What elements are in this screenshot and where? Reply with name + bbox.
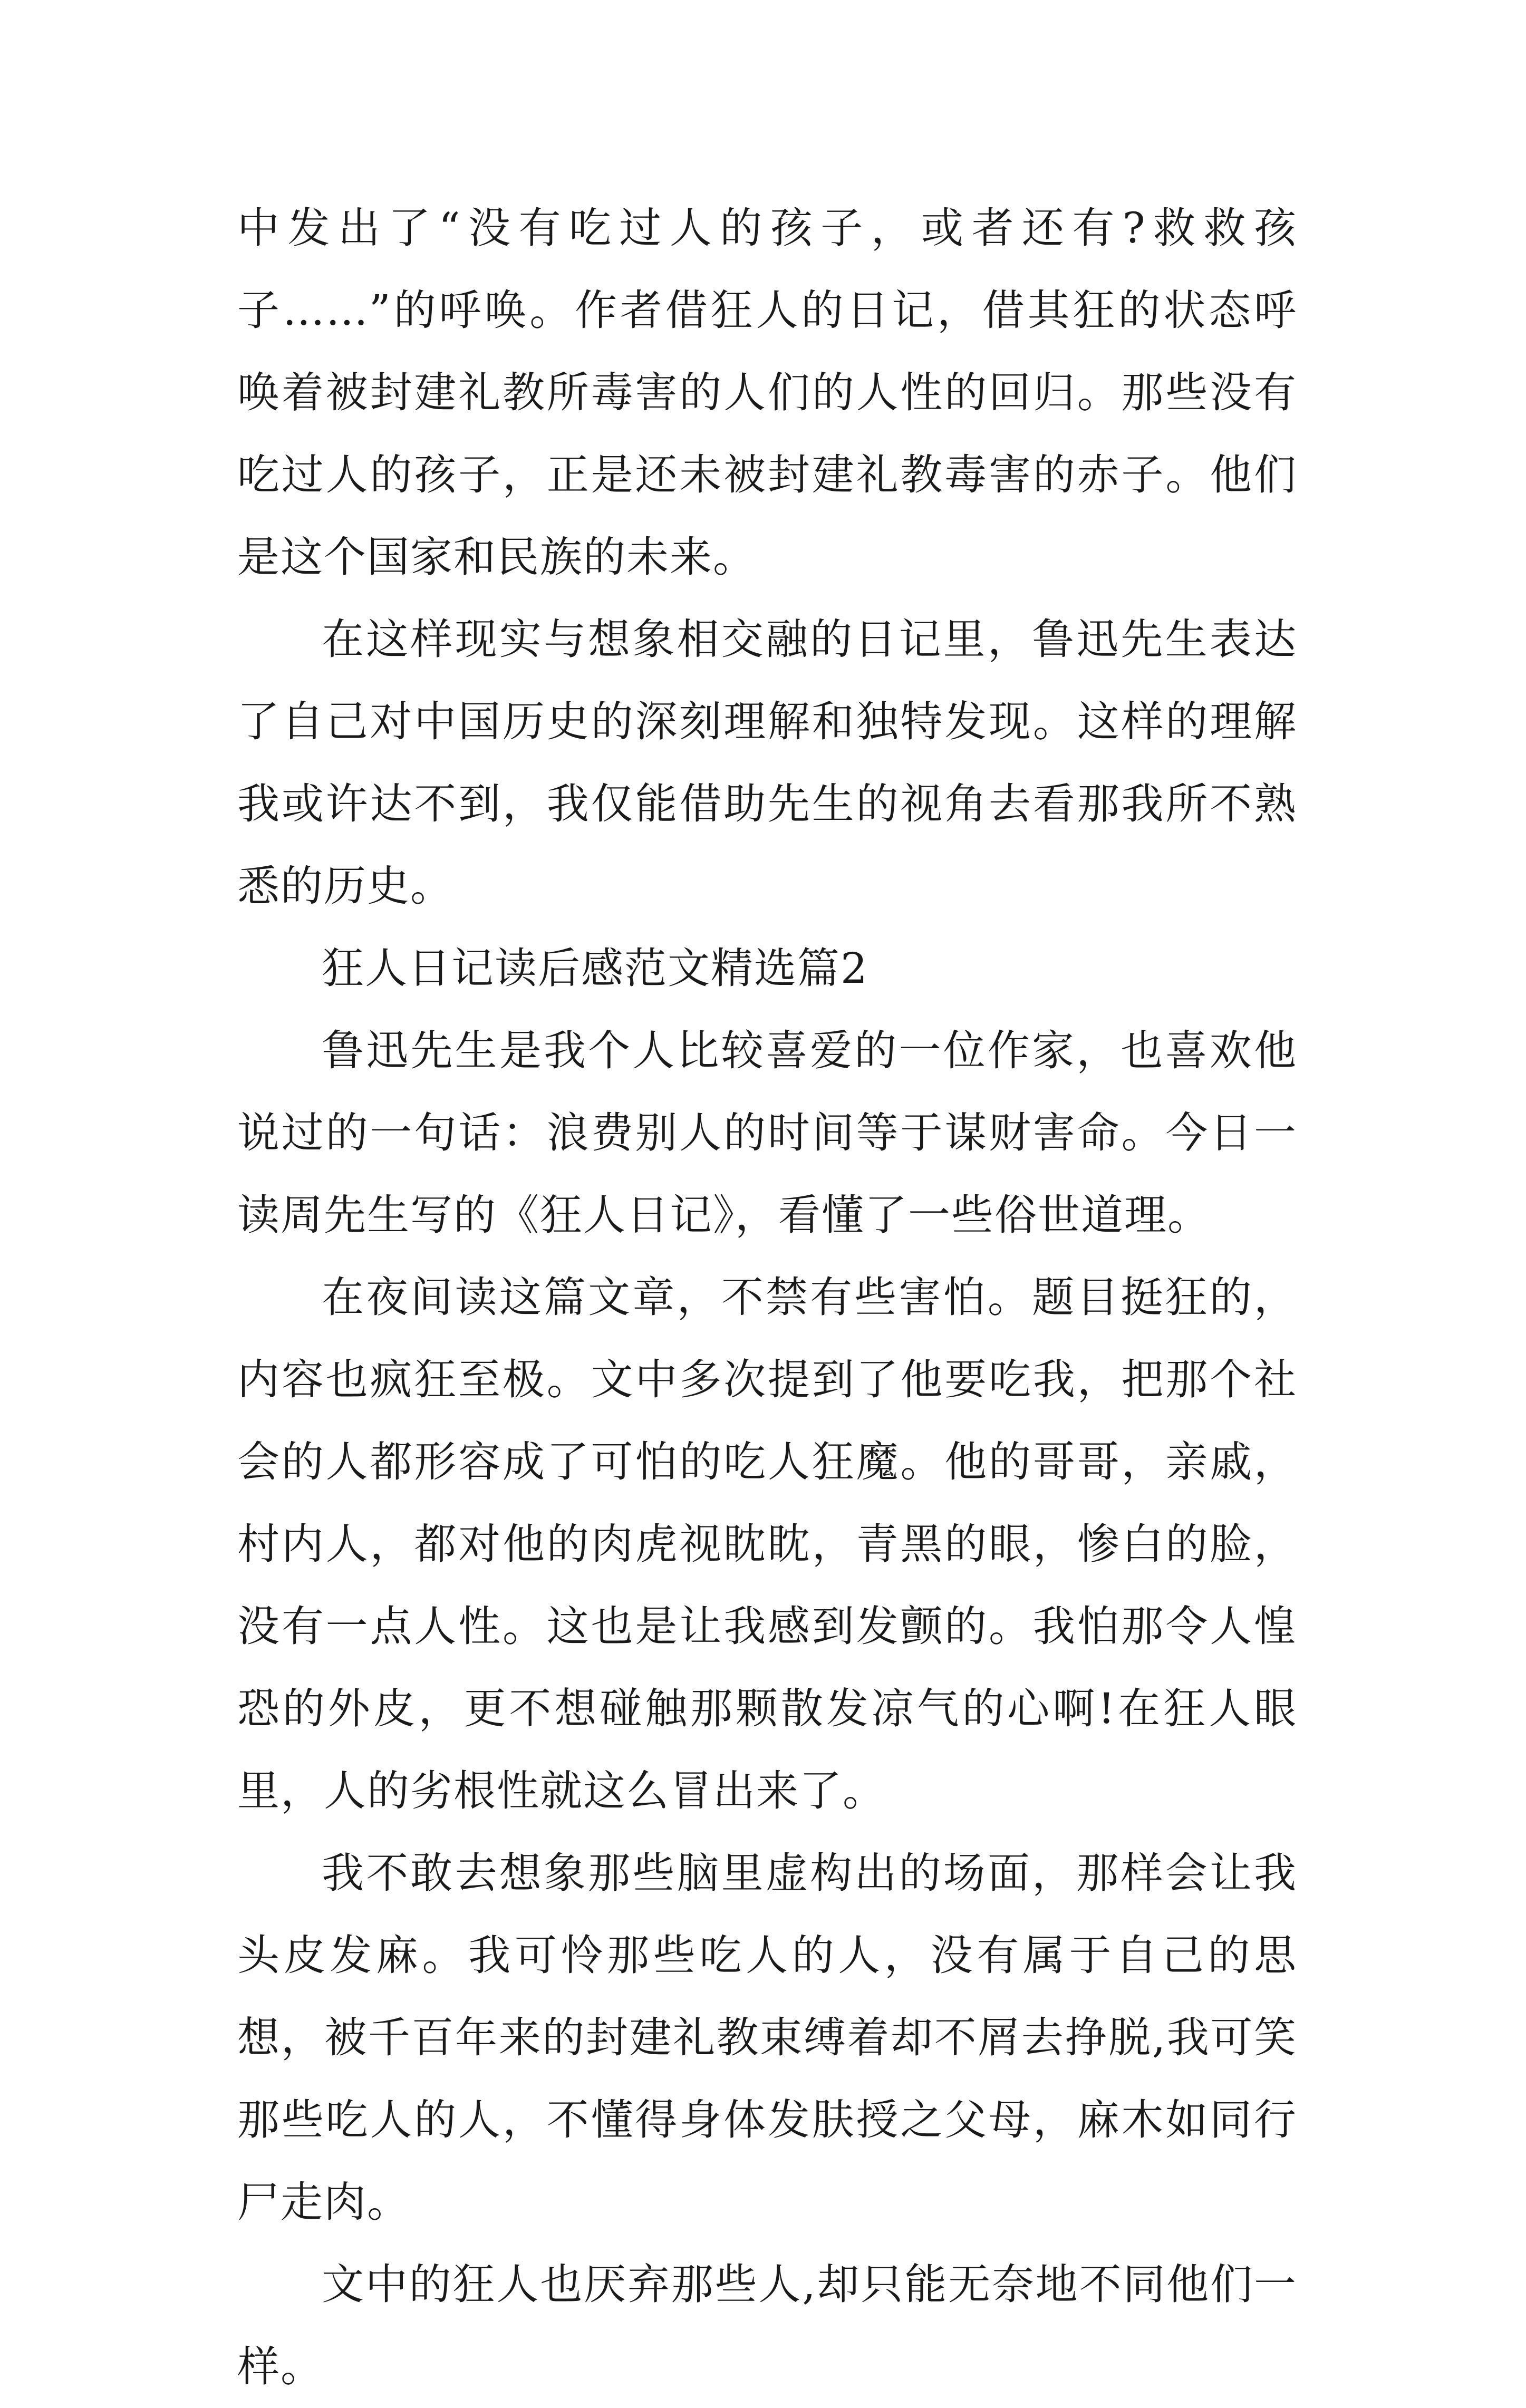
paragraph-4: 在夜间读这篇文章，不禁有些害怕。题目挺狂的，内容也疯狂至极。文中多次提到了他要吃我，把那个社会的人都形容成了可怕的吃人狂魔。他的哥哥，亲戚，村内人，都对他的肉虎视眈眈，青黑的眼，惨白的脸，没有一点人性。这也是让我感到发颤的。我怕那令人惶恐的外皮，更不想碰触那颗散发凉气的心啊!在狂人眼里，人的劣根性就这么冒出来了。: [237, 1273, 1297, 1815]
paragraph-3: 鲁迅先生是我个人比较喜爱的一位作家，也喜欢他说过的一句话：浪费别人的时间等于谋财害命。今日一读周先生写的《狂人日记》，看懂了一些俗世道理。: [237, 1026, 1297, 1240]
paragraph-6: 文中的狂人也厌弃那些人,却只能无奈地不同他们一样。: [237, 2260, 1297, 2391]
paragraph-2: 在这样现实与想象相交融的日记里，鲁迅先生表达了自己对中国历史的深刻理解和独特发现。这样的理解我或许达不到，我仅能借助先生的视角去看那我所不熟悉的历史。: [237, 615, 1297, 911]
document-body: [237, 187, 1297, 2408]
section-heading: 狂人日记读后感范文精选篇2: [322, 944, 868, 993]
paragraph-1: 中发出了“没有吃过人的孩子，或者还有?救救孩子……”的呼唤。作者借狂人的日记，借其狂的状态呼唤着被封建礼教所毒害的人们的人性的回归。那些没有吃过人的孩子，正是还未被封建礼教毒害的赤子。他们是这个国家和民族的未来。: [237, 204, 1297, 582]
paragraph-5: 我不敢去想象那些脑里虚构出的场面，那样会让我头皮发麻。我可怜那些吃人的人，没有属于自己的思想，被千百年来的封建礼教束缚着却不屑去挣脱,我可笑那些吃人的人，不懂得身体发肤授之父母，麻木如同行尸走肉。: [237, 1849, 1297, 2227]
